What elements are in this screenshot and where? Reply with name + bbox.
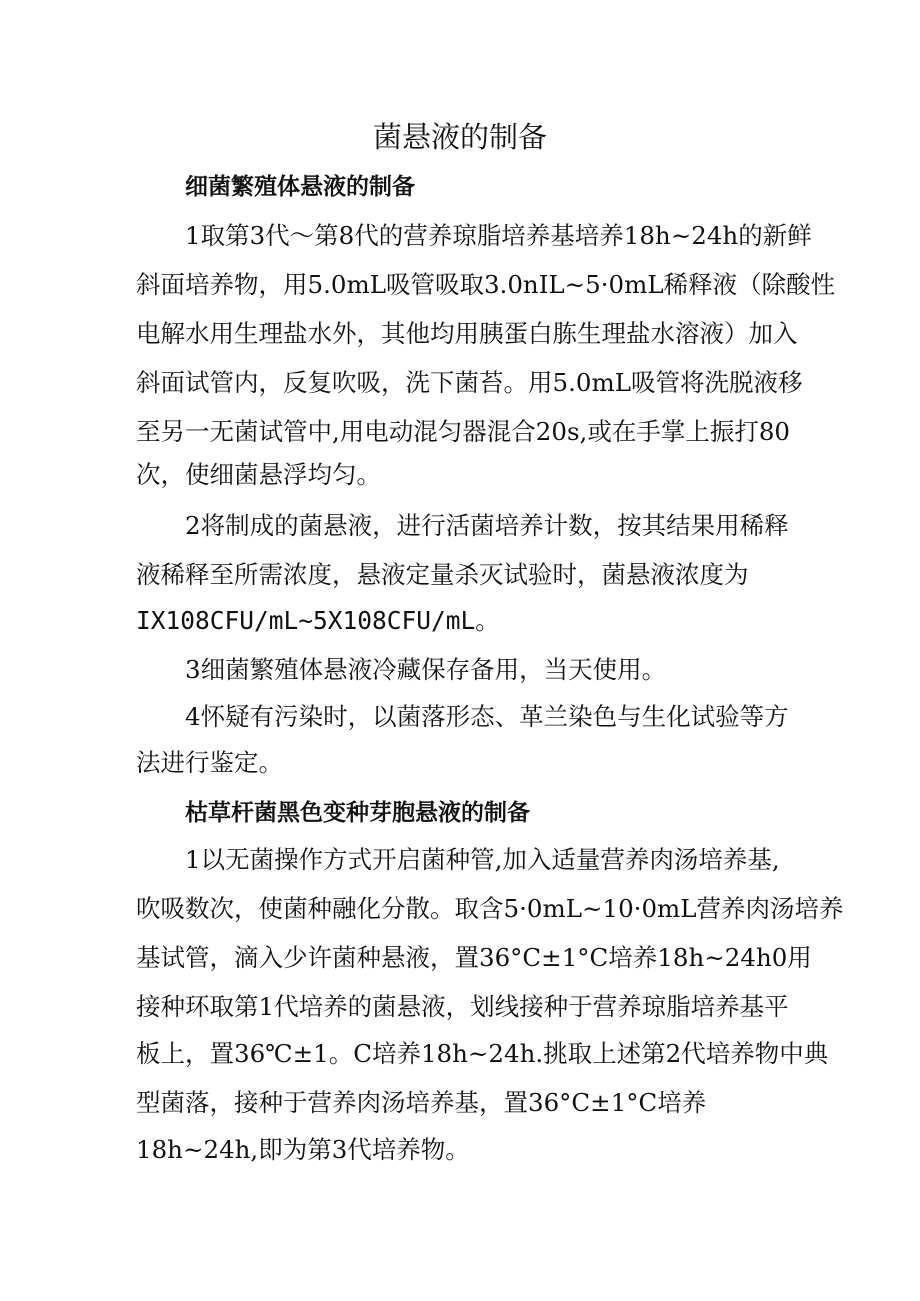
section-heading: 枯草杆菌黑色变种芽胞悬液的制备: [185, 800, 530, 826]
paragraph-line: 法进行鉴定。: [136, 748, 283, 777]
paragraph-line: 至另一无菌试管中,用电动混匀器混合20s,或在手掌上振打80: [136, 417, 790, 446]
paragraph-line: 液稀释至所需浓度，悬液定量杀灭试验时，菌悬液浓度为: [136, 560, 749, 589]
paragraph-line: 1以无菌操作方式开启菌种管,加入适量营养肉汤培养基,: [185, 845, 780, 874]
paragraph-line: 次，使细菌悬浮均匀。: [136, 460, 381, 489]
paragraph-line: 电解水用生理盐水外，其他均用胰蛋白胨生理盐水溶液）加入: [136, 319, 798, 348]
paragraph-line: 基试管，滴入少许菌种悬液，置36°C±1°C培养18h~24h0用: [136, 943, 812, 972]
paragraph-line: 吹吸数次，使菌种融化分散。取含5·0mL~10·0mL营养肉汤培养: [136, 894, 844, 923]
paragraph-line: 斜面试管内，反复吹吸，洗下菌苔。用5.0mL吸管将洗脱液移: [136, 368, 803, 397]
paragraph-line: 3细菌繁殖体悬液冷藏保存备用，当天使用。: [185, 655, 667, 684]
paragraph-line: 斜面培养物，用5.0mL吸管吸取3.0nIL~5·0mL稀释液（除酸性: [136, 270, 836, 299]
paragraph-line: 型菌落，接种于营养肉汤培养基，置36°C±1°C培养: [136, 1088, 707, 1117]
paragraph-line: 1取第3代～第8代的营养琼脂培养基培养18h~24h的新鲜: [185, 221, 812, 250]
paragraph-line: 板上，置36℃±1。C培养18h~24h.挑取上述第2代培养物中典: [136, 1039, 829, 1068]
paragraph-line: 18h~24h,即为第3代培养物。: [136, 1135, 470, 1164]
section-heading: 细菌繁殖体悬液的制备: [185, 174, 415, 200]
paragraph-line: 接种环取第1代培养的菌悬液，划线接种于营养琼脂培养基平: [136, 992, 789, 1021]
paragraph-line: 4怀疑有污染时，以菌落形态、革兰染色与生化试验等方: [185, 702, 789, 731]
page-title: 菌悬液的制备: [372, 120, 547, 154]
paragraph-line: IX108CFU/mL~5X108CFU/mL。: [136, 606, 500, 635]
paragraph-line: 2将制成的菌悬液，进行活菌培养计数，按其结果用稀释: [185, 511, 789, 540]
